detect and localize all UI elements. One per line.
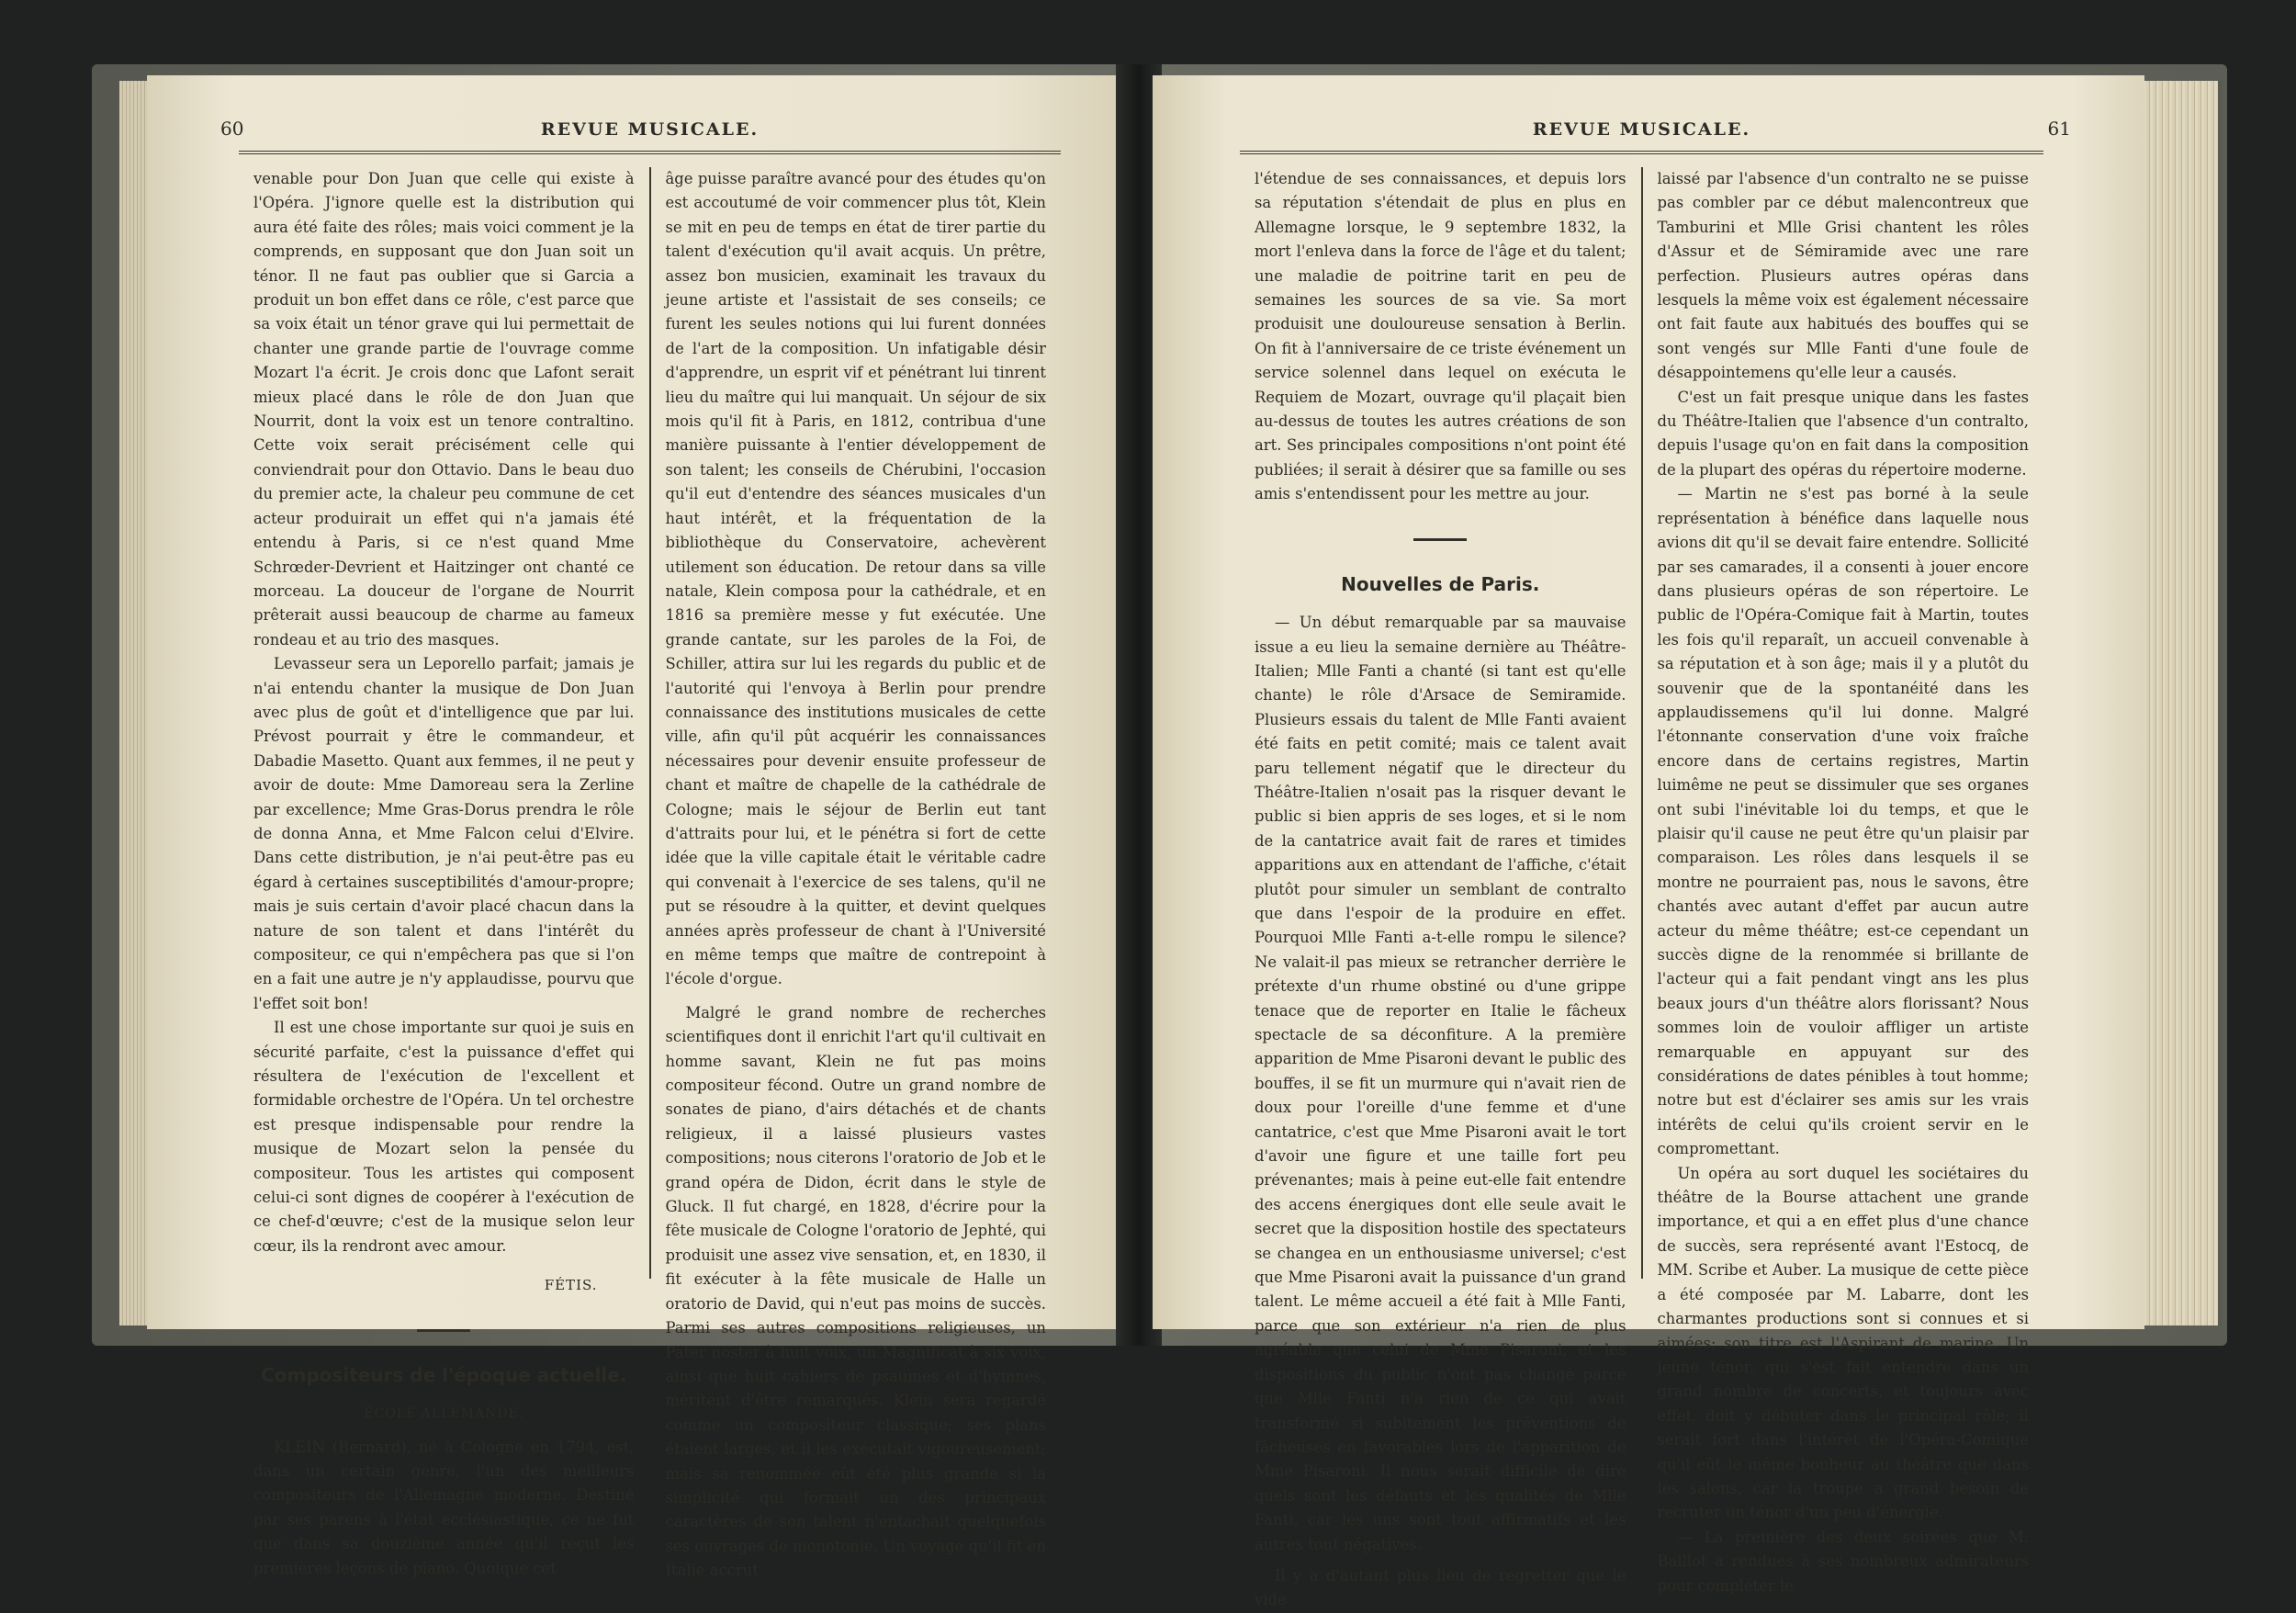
paragraph: laissé par l'absence d'un contralto ne se puisse pas combler par ce début malencontreux que Tamburini et Mlle Grisi chantent les rôles d'Assur et de Sémiramide avec une rare perfection. Plusieurs autres opéras dans lesquels la même voix est également nécessaire ont fait faute aux habitués des bouffes qui se sont vengés sur Mlle Fanti d'une foule de désappointemens qu'elle leur a causés.: [1657, 170, 2029, 382]
left-column-1: [239, 167, 649, 1577]
paragraph: Levasseur sera un Leporello parfait; jamais je n'ai entendu chanter la musique de Don Juan avec plus de goût et d'intelligence que par lui. Prévost pourrait y être le commandeur, et Dabadie Masetto. Quant aux femmes, il ne peut y avoir de doute: Mme Damoreau sera la Zerline par excellence; Mme Gras-Dorus prendra le rôle de donna Anna, et Mme Falcon celui d'Elvire. Dans cette distribution, je n'ai peut-être pas eu égard à certaines susceptibilités d'amour-propre; mais je suis certain d'avoir placé chacun dans la nature de son talent et dans l'intérêt du compositeur, ce qui n'empêchera pas que si l'on en a fait une autre je n'y applaudisse, pourvu que l'effet soit bon!: [253, 655, 635, 1012]
right-column-2: [1641, 167, 2044, 1595]
page-number-right: 61: [2047, 118, 2071, 140]
running-head-right: REVUE MUSICALE.: [1532, 119, 1751, 140]
paragraph: Un opéra au sort duquel les sociétaires du théâtre de la Bourse attachent une grande importance, et qui a en effet plus d'une chance de succès, sera représenté avant l'Estocq, de MM. Scribe et Auber. La musique de cette pièce a été composée par M. Labarre, dont les charmantes productions sont si connues et si aimées; son titre est l'Aspirant de marine. Un jeune ténor, qui s'est fait entendre dans un grand nombre de concerts, et toujours avec effet, doit y débuter dans le principal rôle; il serait fort dans l'intérêt de l'Opéra-Comique qu'il eût le même bonheur au théâtre que dans les salons, car la troupe a grand besoin de recruter un ténor d'un peu d'énergie.: [1657, 1164, 2029, 1522]
paragraph: C'est un fait presque unique dans les fastes du Théâtre-Italien que l'absence d'un contralto, depuis l'usage qu'on en fait dans la composition de la plupart des opéras du répertoire moderne.: [1657, 388, 2029, 479]
page-number-left: 60: [220, 118, 244, 140]
left-page: [147, 75, 1125, 1580]
right-page-header: [1240, 112, 2071, 154]
paragraph: — Martin ne s'est pas borné à la seule représentation à bénéfice dans laquelle nous avions dit qu'il se devait faire entendre. Sollicité par ses camarades, il a consenti à jouer encore dans plusieurs opéras de son répertoire. Le public de l'Opéra-Comique fait à Martin, toutes les fois qu'il reparaît, un accueil convenable à sa réputation et à son âge; mais il y a plutôt du souvenir que de la spontanéité dans les applaudissemens qu'il lui donne. Malgré l'étonnante conservation d'une voix fraîche encore dans de certains registres, Martin luimême ne peut se dissimuler que ses organes ont subi l'inévitable loi du temps, et que le plaisir qu'il cause ne peut être qu'un plaisir par comparaison. Les rôles dans lesquels il se montre ne pourraient pas, nous le savons, être chantés avec autant d'effet par aucun autre acteur du même théâtre; est-ce cependant un succès digne de la renommée si brillante de l'acteur qui a fait pendant vingt ans les plus beaux jours d'un théâtre alors florissant? Nous sommes loin de vouloir affliger un artiste remarquable en appuyant sur des considérations de dates pénibles à tout homme; notre but est d'éclairer ses amis sur les vrais intérêts de celui qu'ils croient servir en le compromettant.: [1657, 485, 2029, 1158]
left-page-columns: [239, 167, 1061, 1580]
left-page-edges: [119, 81, 151, 1325]
section-title: Nouvelles de Paris.: [1341, 572, 1540, 595]
paragraph: Il y a d'autant plus lieu de regretter que le vide: [1255, 1566, 1626, 1609]
left-page-header: [220, 112, 1061, 154]
right-column-1: [1240, 167, 1641, 1609]
section-title: Compositeurs de l'époque actuelle.: [261, 1363, 627, 1386]
paragraph: KLEIN (Bernard), né à Cologne en 1794, est, dans un certain genre, l'un des meilleurs compositeurs de l'Allemagne moderne. Destiné par ses parens à l'état ecclésiastique, ce ne fut que dans sa douzième année qu'il reçut les premières leçons de piano. Quoique cet: [253, 1438, 635, 1577]
left-column-2: [649, 167, 1062, 1580]
paragraph: l'étendue de ses connaissances, et depuis lors sa réputation s'étendait de plus en plus en Allemagne lorsque, le 9 septembre 1832, la mort l'enleva dans la force de l'âge et du talent; une maladie de poitrine tarit en peu de semaines les sources de sa vie. Sa mort produisit une douloureuse sensation à Berlin. On fit à l'anniversaire de ce triste événement un service solennel dans lequel on exécuta le Requiem de Mozart, ouvrage qu'il plaçait bien au-dessus de toutes les autres créations de son art. Ses principales compositions n'ont point été publiées; il serait à désirer que sa famille ou ses amis s'entendissent pour les mettre au jour.: [1255, 170, 1626, 503]
paragraph: venable pour Don Juan que celle qui existe à l'Opéra. J'ignore quelle est la distribution qui aura été faite des rôles; mais voici comment je la comprends, en supposant que don Juan soit un ténor. Il ne faut pas oublier que si Garcia a produit un bon effet dans ce rôle, c'est parce que sa voix était un ténor grave qui lui permettait de chanter une grande partie de l'ouvrage comme Mozart l'a écrit. Je crois donc que Lafont serait mieux placé dans le rôle de don Juan que Nourrit, dont la voix est un tenore contraltino. Cette voix serait précisément celle qui conviendrait pour don Ottavio. Dans le beau duo du premier acte, la chaleur peu commune de cet acteur produirait un effet qui n'a jamais été entendu à Paris, si ce n'est quand Mme Schrœder-Devrient et Haitzinger ont chanté ce morceau. La douceur de l'organe de Nourrit prêterait aussi beaucoup de charme au fameux rondeau et au trio des masques.: [253, 170, 635, 649]
paragraph: — Un début remarquable par sa mauvaise issue a eu lieu la semaine dernière au Théâtre-Italien; Mlle Fanti a chanté (si tant est qu'elle chante) le rôle d'Arsace de Semiramide. Plusieurs essais du talent de Mlle Fanti avaient été faits en petit comité; mais ce talent avait paru tellement négatif que le directeur du Théâtre-Italien n'osait pas la risquer devant le public si bien appris de ses loges, et si le nom de la cantatrice avait fait de rares et timides apparitions aux en attendant de l'affiche, c'était plutôt pour simuler un semblant de contralto que dans l'espoir de la produire en effet. Pourquoi Mlle Fanti a-t-elle rompu le silence? Ne valait-il pas mieux se retrancher derrière le prétexte d'un rhume obstiné ou d'une grippe tenace que de reporter en Italie le fâcheux spectacle de sa déconfiture. A la première apparition de Mme Pisaroni devant le public des bouffes, il se fit un murmure qui n'avait rien de doux pour l'oreille d'une femme et d'une cantatrice, c'est que Mme Pisaroni avait le tort d'avoir une figure et une taille fort peu prévenantes; mais à peine eut-elle fait entendre des accens énergiques dont elle seule avait le secret que la disposition hostile des spectateurs se changea en un enthousiasme universel; c'est que Mme Pisaroni avait la puissance d'un grand talent. Le même accueil a été fait à Mlle Fanti, parce que son extérieur n'a rien de plus agréable que celui de Mme Pisaroni, et les dispositions du public n'ont pas changé parce que Mlle Fanti n'a rien de ce qui avait transformé si subitement les préventions de fâcheuses en favorables lors de l'apparition de Mme Pisaroni. Il nous serait difficile de dire quels sont les défauts et les qualités de Mlle Fanti, car les uns sont tout affirmatifs et les autres tout négatives.: [1255, 614, 1626, 1553]
signature: FÉTIS.: [544, 1277, 598, 1294]
right-page: [1153, 75, 2144, 1609]
paragraph: âge puisse paraître avancé pour des études qu'on est accoutumé de voir commencer plus tôt, Klein se mit en peu de temps en état de tirer partie du talent d'exécution qu'il avait acquis. Un prêtre, assez bon musicien, examinait les travaux du jeune artiste et l'assistait de ses conseils; ce furent les seules notions qui lui furent données de l'art de la composition. Un infatigable désir d'apprendre, un esprit vif et pénétrant lui tinrent lieu du maître qui lui manquait. Un séjour de six mois qu'il fit à Paris, en 1812, contribua d'une manière puissante à l'entier développement de son talent; les conseils de Chérubini, l'occasion qu'il eut d'entendre des séances musicales d'un haut intérêt, et la fréquentation de la bibliothèque du Conservatoire, achevèrent utilement son éducation. De retour dans sa ville natale, Klein composa pour la cathédrale, et en 1816 sa première messe y fut exécutée. Une grande cantate, sur les paroles de la Foi, de Schiller, attira sur lui les regards du public et de l'autorité qui l'envoya à Berlin pour prendre connaissance des institutions musicales de cette ville, afin qu'il pût acquérir les connaissances nécessaires pour devenir ensuite professeur de chant et maître de chapelle de la cathédrale de Cologne; mais le séjour de Berlin eut tant d'attraits pour lui, et le pénétra si fort de cette idée que la ville capitale était le véritable cadre qui convenait à l'exercice de ses talens, qu'il ne put se résoudre à la quitter, et devint quelques années après professeur de chant à l'Université en même temps que maître de contrepoint à l'école d'orgue.: [665, 170, 1046, 988]
paragraph: Il est une chose importante sur quoi je suis en sécurité parfaite, c'est la puissance d'effet qui résultera de l'exécution de l'excellent et formidable orchestre de l'Opéra. Un tel orchestre est presque indispensable pour rendre la musique de Mozart selon la pensée du compositeur. Tous les artistes qui composent celui-ci sont dignes de coopérer à l'exécution de ce chef-d'œuvre; c'est de la musique selon leur cœur, ils la rendront avec amour.: [253, 1019, 635, 1255]
section-divider: [417, 1329, 470, 1332]
right-page-columns: [1240, 167, 2043, 1609]
paragraph: — La première des deux soirées que M. Baillot a rendues à ses nombreux admirateurs pour compléter le: [1657, 1528, 2029, 1595]
section-subhead: ÉCOLE ALLEMANDE.: [364, 1406, 524, 1422]
right-page-edges: [2140, 81, 2222, 1325]
running-head-left: REVUE MUSICALE.: [540, 119, 760, 140]
section-divider: [1413, 538, 1467, 541]
paragraph: Malgré le grand nombre de recherches scientifiques dont il enrichit l'art qu'il cultivait en homme savant, Klein ne fut pas moins compositeur fécond. Outre un grand nombre de sonates de piano, d'airs détachés et de chants religieux, il a laissé plusieurs vastes compositions; nous citerons l'oratorio de Job et le grand opéra de Didon, écrit dans le style de Gluck. Il fut chargé, en 1828, d'écrire pour la fête musicale de Cologne l'oratorio de Jephté, qui produisit une assez vive sensation, et, en 1830, il fit exécuter à la fête musicale de Halle un oratorio de David, qui n'eut pas moins de succès. Parmi ses autres compositions religieuses, un Pater noster à huit voix, un Magnificat à six voix, ainsi que huit cahiers de psaumes et d'hymnes, méritent d'être remarqués. Klein sera regardé comme un compositeur classique; ses plans étaient larges, et il les exécutait vigoureusement; mais sa renommée eût été plus grande si la simplicité qui formait un des principaux caractères de son talent n'entachait quelquefois ses ouvrages de monotonie. Un voyage qu'il fit en Italie accrut: [665, 1003, 1046, 1580]
